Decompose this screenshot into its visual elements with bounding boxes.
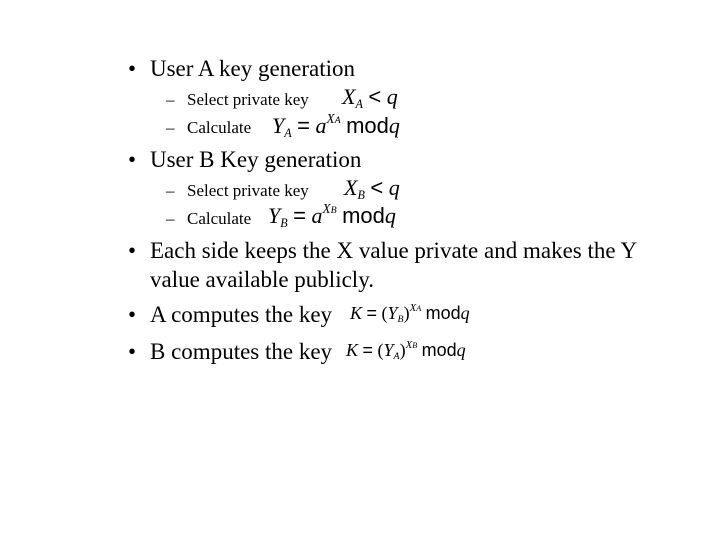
formula-lhs-sub: A xyxy=(284,126,292,141)
formula-modulus: q xyxy=(384,203,396,228)
formula-base: Y xyxy=(387,303,398,323)
formula-lhs-sub: B xyxy=(280,216,288,231)
bullet-dash: – xyxy=(166,209,175,228)
formula-exp: X xyxy=(405,338,413,351)
formula-exp-sub: B xyxy=(412,340,418,350)
formula-modulus: q xyxy=(388,113,400,138)
bullet-dash: – xyxy=(166,118,175,137)
formula-mod: mod xyxy=(346,113,389,138)
bullet-dot: • xyxy=(128,56,137,81)
bullet-dot: • xyxy=(128,339,137,364)
formula-rhs: q xyxy=(386,84,398,109)
formula-mod: mod xyxy=(421,340,457,360)
formula-exp-sub: A xyxy=(416,303,422,313)
formula-ka xyxy=(350,303,470,324)
bullet-text: User B Key generation xyxy=(150,147,362,172)
bullet-dot: • xyxy=(128,302,137,327)
formula-base-sub: B xyxy=(397,314,404,326)
formula-ya xyxy=(272,113,400,139)
formula-base: a xyxy=(311,203,323,228)
bullet-text-line2: value available publicly. xyxy=(150,267,374,292)
formula-base: Y xyxy=(383,340,394,360)
formula-mod: mod xyxy=(425,303,461,323)
formula-base-sub: A xyxy=(393,351,400,363)
bullet-text-line1: Each side keeps the X value private and makes the Y xyxy=(150,238,638,263)
bullet-dash: – xyxy=(166,90,175,109)
formula-lhs: K xyxy=(350,303,363,323)
formula-exp: X xyxy=(326,111,335,127)
formula-rparen: ) xyxy=(403,303,410,323)
bullet-dash: – xyxy=(166,181,175,200)
formula-var: X xyxy=(342,84,356,109)
formula-sub: B xyxy=(357,188,365,203)
bullet-text: A computes the key xyxy=(150,302,333,327)
formula-lhs: K xyxy=(346,340,359,360)
formula-exp: X xyxy=(409,301,417,314)
formula-eq: = xyxy=(293,203,306,228)
formula-lparen: ( xyxy=(381,303,388,323)
formula-exp-sub: B xyxy=(330,205,337,217)
formula-xb-less-q xyxy=(344,175,400,201)
formula-eq: = xyxy=(297,113,310,138)
formula-base: a xyxy=(315,113,327,138)
bullet-text: Select private key xyxy=(187,90,309,109)
formula-var: X xyxy=(344,175,358,200)
bullet-text: B computes the key xyxy=(150,339,333,364)
formula-op: < xyxy=(370,175,384,200)
formula-exp-sub: A xyxy=(334,115,341,127)
formula-sub: A xyxy=(355,97,363,112)
formula-lparen: ( xyxy=(377,340,384,360)
bullet-text: Calculate xyxy=(187,118,252,137)
formula-exp: X xyxy=(322,201,331,217)
formula-modulus: q xyxy=(460,303,470,323)
formula-eq: = xyxy=(366,303,378,323)
formula-op: < xyxy=(368,84,382,109)
formula-xa-less-q xyxy=(342,84,398,110)
formula-rhs: q xyxy=(388,175,400,200)
bullet-text: Calculate xyxy=(187,209,252,228)
formula-yb xyxy=(268,203,396,229)
formula-kb xyxy=(346,340,466,361)
formula-lhs: Y xyxy=(272,113,285,138)
bullet-dot: • xyxy=(128,147,137,172)
formula-modulus: q xyxy=(456,340,466,360)
formula-mod: mod xyxy=(342,203,385,228)
bullet-dot: • xyxy=(128,238,137,263)
bullet-text: Select private key xyxy=(187,181,309,200)
bullet-text: User A key generation xyxy=(150,56,356,81)
formula-eq: = xyxy=(362,340,374,360)
formula-rparen: ) xyxy=(399,340,406,360)
formula-lhs: Y xyxy=(268,203,281,228)
